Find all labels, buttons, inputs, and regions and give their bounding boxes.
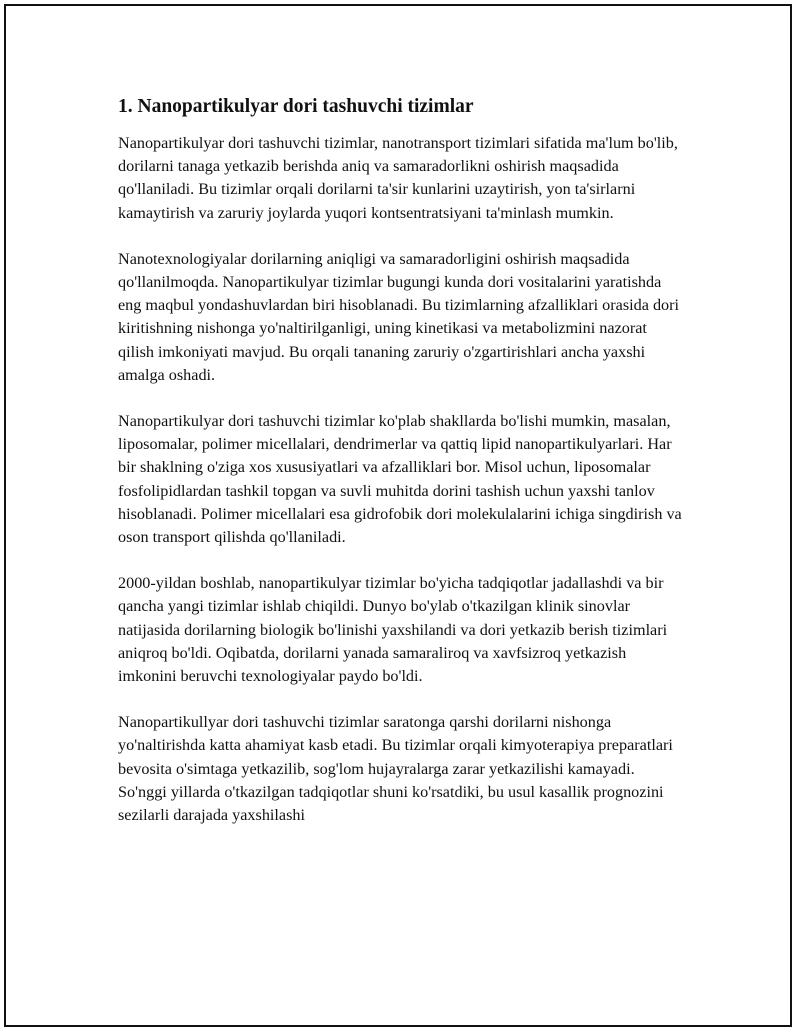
paragraph-5: Nanopartikullyar dori tashuvchi tizimlar saratonga qarshi dorilarni nishonga yo'naltirishda katta ahamiyat kasb etadi. Bu tizimlar orqali kimyoterapiya preparatlari bevosita o'simtaga yetkazilib, sog'lom hujayralarga zarar yetkazilishi kamayadi. So'nggi yillarda o'tkazilgan tadqiqotlar shuni ko'rsatdiki, bu usul kasallik prognozini sezilarli darajada yaxshilashi xyxy=(118,713,673,825)
paragraph-1: Nanopartikulyar dori tashuvchi tizimlar, nanotransport tizimlari sifatida ma'lum bo'lib, dorilarni tanaga yetkazib berishda aniq va samaradorlikni oshirish maqsadida qo'llaniladi. Bu tizimlar orqali dorilarni ta'sir kunlarini uzaytirish, yon ta'sirlarni kamaytirish va zaruriy joylarda yuqori kontsentratsiyani ta'minlash mumkin. xyxy=(118,134,678,222)
section-heading: 1. Nanopartikulyar dori tashuvchi tizimlar xyxy=(118,96,474,117)
paragraph-3: Nanopartikulyar dori tashuvchi tizimlar ko'plab shakllarda bo'lishi mumkin, masalan, liposomalar, polimer micellalari, dendrimerlar va qattiq lipid nanopartikulyarlari. Har bir shaklning o'ziga xos xususiyatlari va afzalliklari bor. Misol uchun, liposomalar fosfolipidlardan tashkil topgan va suvli muhitda dorini tashish uchun yaxshi tanlov hisoblanadi. Polimer micellalari esa gidrofobik dori molekulalarini ichiga singdirish va oson transport qilishda qo'llaniladi. xyxy=(118,412,682,547)
document-body xyxy=(118,94,683,850)
paragraph-4: 2000-yildan boshlab, nanopartikulyar tizimlar bo'yicha tadqiqotlar jadallashdi va bir qancha yangi tizimlar ishlab chiqildi. Dunyo bo'ylab o'tkazilgan klinik sinovlar natijasida dorilarning biologik bo'linishi yaxshilandi va dori yetkazib berish tizimlari aniqroq bo'ldi. Oqibatda, dorilarni yanada samaraliroq va xavfsizroq yetkazish imkonini beruvchi texnologiyalar paydo bo'ldi. xyxy=(118,574,668,686)
paragraph-2: Nanotexnologiyalar dorilarning aniqligi va samaradorligini oshirish maqsadida qo'llanilmoqda. Nanopartikulyar tizimlar bugungi kunda dori vositalarini yaratishda eng maqbul yondashuvlardan biri hisoblanadi. Bu tizimlarning afzalliklari orasida dori kiritishning nishonga yo'naltirilganligi, uning kinetikasi va metabolizmini nazorat qilish imkoniyati mavjud. Bu orqali tananing zaruriy o'zgartirishlari ancha yaxshi amalga oshadi. xyxy=(118,249,680,384)
